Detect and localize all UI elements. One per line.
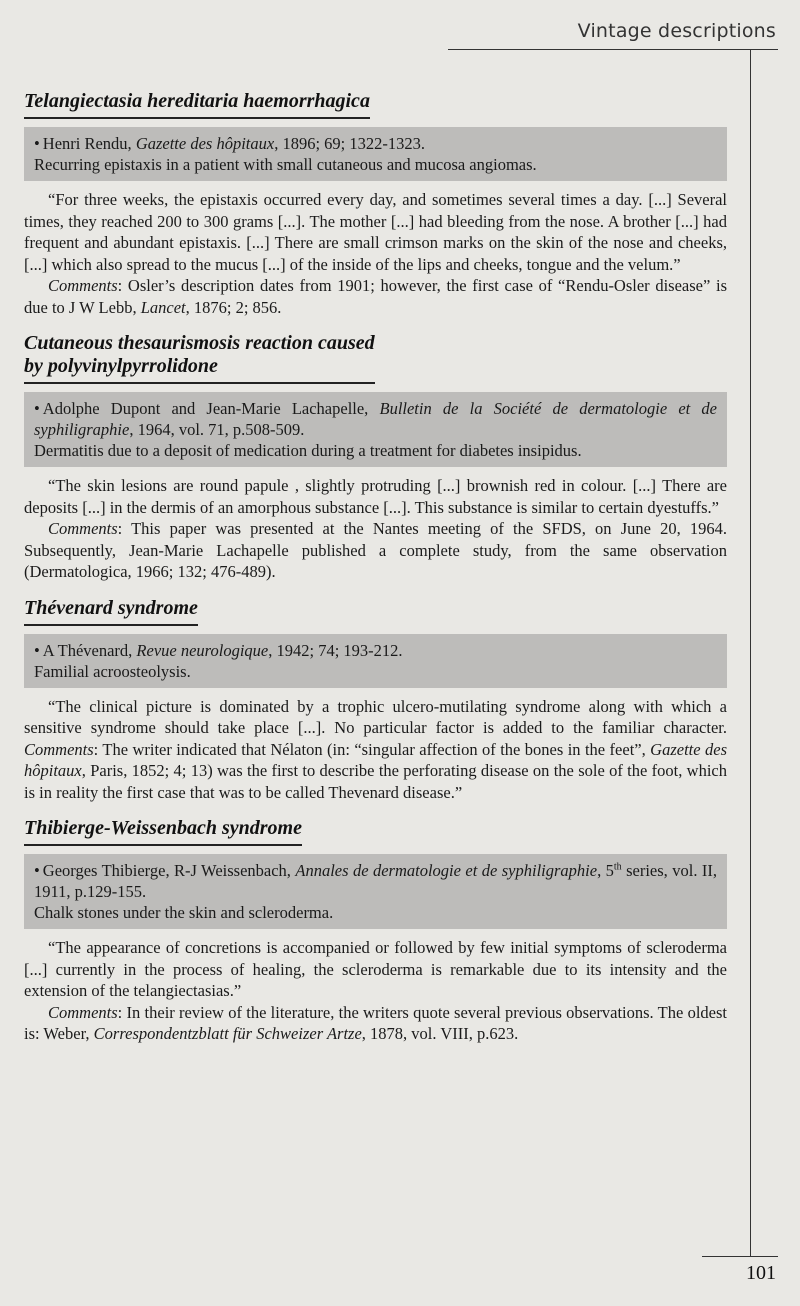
reference-description: Dermatitis due to a deposit of medication during a treatment for diabetes insipidus. bbox=[34, 441, 582, 460]
quote-block bbox=[24, 189, 727, 318]
footer-rule bbox=[702, 1256, 778, 1257]
reference-box bbox=[24, 634, 727, 688]
quote-text: “The skin lesions are round papule , slightly protruding [...] brownish red in colour. [...] There are deposits [...] in the dermis of an amorphous substance [...]. This substance is similar to certain dyestuffs.” bbox=[24, 476, 727, 517]
reference-citation: • Henri Rendu, Gazette des hôpitaux, 1896; 69; 1322-1323. bbox=[34, 134, 425, 153]
bullet-icon: • bbox=[34, 134, 40, 153]
quote-block bbox=[24, 696, 727, 804]
quote-text: “The clinical picture is dominated by a trophic ulcero-mutilating syndrome along with which a sensitive syndrome should take place [...]. No particular factor is added to the familiar character. Comments: The writer indicated that Nélaton (in: “singular affection of the bones in the feet”, Gazette des hôpitaux, Paris, 1852; 4; 13) was the first to describe the perforating disease on the sole of the foot, which is in reality the first case that was to be called Thevenard disease.” bbox=[24, 696, 727, 802]
margin-rule bbox=[750, 49, 751, 1257]
reference-box bbox=[24, 854, 727, 929]
comments-paragraph: Comments: In their review of the literature, the writers quote several previous observations. The oldest is: Weber, Correspondentzblatt für Schweizer Artze, 1878, vol. VIII, p.623. bbox=[24, 1002, 727, 1043]
section-title: Thibierge-Weissenbach syndrome bbox=[24, 817, 302, 846]
bullet-icon: • bbox=[34, 399, 40, 418]
reference-citation: • Adolphe Dupont and Jean-Marie Lachapelle, Bulletin de la Société de dermatologie et de syphiligraphie, 1964, vol. 71, p.508-509. bbox=[34, 399, 717, 439]
section-thevenard bbox=[24, 597, 727, 804]
reference-description: Chalk stones under the skin and scleroderma. bbox=[34, 903, 334, 922]
comments-paragraph: Comments: Osler’s description dates from 1901; however, the first case of “Rendu-Osler disease” is due to J W Lebb, Lancet, 1876; 2; 856. bbox=[24, 276, 727, 317]
section-title: Cutaneous thesaurismosis reaction caused by polyvinylpyrrolidone bbox=[24, 332, 375, 384]
comments-paragraph: Comments: This paper was presented at the Nantes meeting of the SFDS, on June 20, 1964. Subsequently, Jean-Marie Lachapelle published a complete study, from the same observation (Dermatologica, 1966; 132; 476-489). bbox=[24, 519, 727, 581]
header-rule bbox=[448, 49, 778, 50]
reference-citation: • Georges Thibierge, R-J Weissenbach, Annales de dermatologie et de syphiligraphie, 5th series, vol. II, 1911, p.129-155. bbox=[34, 861, 717, 901]
reference-box bbox=[24, 392, 727, 467]
quote-block bbox=[24, 937, 727, 1045]
section-title: Thévenard syndrome bbox=[24, 597, 198, 626]
quote-block bbox=[24, 475, 727, 583]
reference-description: Recurring epistaxis in a patient with small cutaneous and mucosa angiomas. bbox=[34, 155, 537, 174]
section-title: Telangiectasia hereditaria haemorrhagica bbox=[24, 90, 370, 119]
reference-citation: • A Thévenard, Revue neurologique, 1942; 74; 193-212. bbox=[34, 640, 403, 660]
section-thibierge-weissenbach bbox=[24, 817, 727, 1045]
section-thesaurismosis bbox=[24, 332, 727, 583]
reference-description: Familial acroosteolysis. bbox=[34, 661, 191, 681]
quote-text: “The appearance of concretions is accompanied or followed by few initial symptoms of scleroderma [...] currently in the process of healing, the scleroderma is remarkable due to its intensity and the extension of the telangiectasias.” bbox=[24, 938, 727, 1000]
main-column bbox=[24, 90, 727, 1059]
bullet-icon: • bbox=[34, 640, 40, 660]
bullet-icon: • bbox=[34, 861, 40, 880]
quote-text: “For three weeks, the epistaxis occurred every day, and sometimes several times a day. [...] Several times, they reached 200 to 300 grams [...]. The mother [...] had bleeding from the nose. A brother [...] had frequent and abundant epistaxis. [...] There are small crimson marks on the skin of the nose and cheeks, [...] which also spread to the mucus [...] of the inside of the lips and cheeks, tongue and the velum.” bbox=[24, 190, 727, 274]
running-header: Vintage descriptions bbox=[577, 20, 776, 42]
page-number: 101 bbox=[746, 1262, 776, 1284]
section-telangiectasia bbox=[24, 90, 727, 318]
reference-box bbox=[24, 127, 727, 181]
